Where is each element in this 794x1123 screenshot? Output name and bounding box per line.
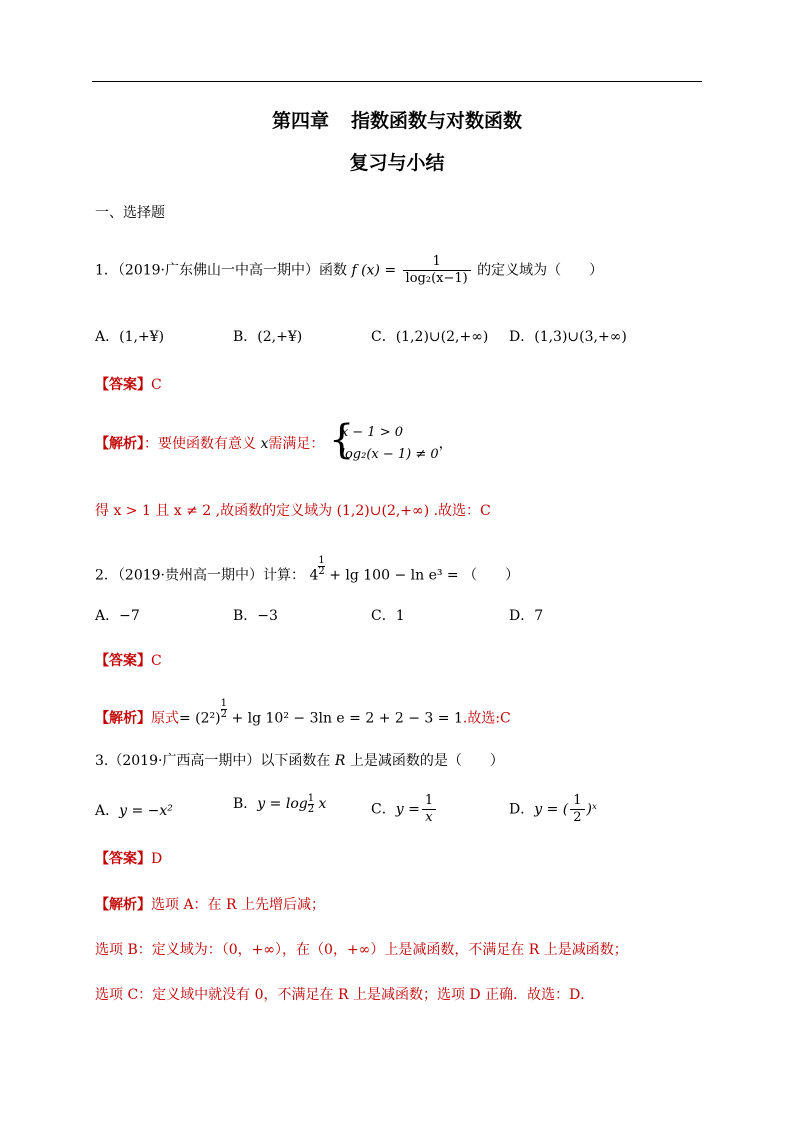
q3-option-c: C．y = $\frac{1}{x}$ (371, 793, 438, 826)
q2-analysis (95, 699, 511, 728)
q1-stem (95, 254, 603, 287)
q2-stem (95, 556, 519, 585)
q3-c-fraction: $\frac{1}{x}$ (422, 793, 436, 826)
q2-option-b: B．−3 (233, 608, 278, 624)
q3-analysis-line2: 选项 B：定义域为：（0，+∞），在（0，+∞）上是减函数，不满足在 R 上是减函数； (95, 942, 628, 958)
q2-option-c: C．1 (371, 608, 405, 624)
section-label: 一、选择题 (95, 205, 165, 221)
answer-label: 【答案】 (95, 653, 151, 669)
q1-denominator: log₂(x−1) (403, 270, 471, 287)
section-title: 复习与小结 (349, 152, 445, 174)
q2-analysis-expr-b: + lg 10² − 3ln e (231, 710, 345, 727)
q1-prefix: 1．（2019·广东佛山一中高一期中）函数 (95, 262, 347, 279)
header-rule (92, 81, 702, 82)
q3-answer (95, 848, 162, 868)
analysis-label: 【解析】 (95, 436, 144, 452)
q1-suffix: 的定义域为（ ） (477, 262, 604, 279)
chapter-subtitle: 指数函数与对数函数 (351, 110, 523, 132)
q2-suffix: （ ） (463, 567, 520, 584)
q1-answer (95, 374, 162, 394)
q3-option-d: D．y = ( $\frac{1}{2}$ )ˣ (509, 793, 597, 825)
chapter-heading (0, 106, 794, 133)
q2-analysis-prefix: 原式 (151, 710, 179, 727)
q1-system-row1: x − 1 > 0 (340, 425, 404, 440)
q1-fx: f (x) = (351, 262, 397, 279)
q3-analysis-line3: 选项 C：定义域中就没有 0，不满足在 R 上是减函数；选项 D 正确．故选：D． (95, 987, 595, 1003)
answer-label: 【答案】 (95, 377, 151, 393)
q1-analysis-prefix: ：要使函数有意义 (144, 436, 256, 452)
q2-prefix: 2．（2019·贵州高一期中）计算： (95, 567, 305, 584)
q1-conclusion: 得 x > 1 且 x ≠ 2 ,故函数的定义域为 (1,2)∪(2,+∞) .故选：C (95, 503, 491, 519)
q2-answer-value: C (151, 653, 162, 669)
q3-analysis (95, 894, 325, 914)
q3-option-a: A．y = −x² (95, 803, 173, 819)
left-brace: { (328, 417, 355, 463)
q1-option-b: B．(2,+¥) (233, 329, 303, 345)
q1-numerator: 1 (432, 254, 441, 269)
q2-answer (95, 650, 162, 670)
q3-var: R (334, 753, 346, 769)
q1-analysis-mid: 需满足： (268, 436, 325, 452)
q2-option-a: A．−7 (95, 608, 140, 624)
q3-answer-value: D (151, 851, 163, 867)
q3-b-base: $\frac{1}{2}$ (307, 792, 315, 815)
q3-d-fraction: $\frac{1}{2}$ (570, 793, 584, 826)
q1-system-row2: log₂(x − 1) ≠ 0 (340, 447, 439, 462)
q3-analysis-line1: 选项 A：在 R 上先增后减； (151, 897, 326, 913)
q1-option-d: D．(1,3)∪(3,+∞) (509, 329, 627, 345)
q2-analysis-expr-c: = 2 + 2 − 3 = 1 (349, 710, 463, 727)
q1-analysis (95, 417, 453, 466)
answer-label: 【答案】 (95, 851, 151, 867)
q2-base: 4 (309, 567, 319, 584)
q3-suffix: 上是减函数的是（ ） (349, 753, 504, 769)
q2-option-d: D．7 (509, 608, 544, 624)
q2-analysis-expr-a: = (2²) (179, 710, 221, 727)
q1-fraction (403, 254, 471, 287)
q2-analysis-end: .故选:C (462, 710, 511, 727)
q2-rest: + lg 100 − ln e³ = (329, 567, 459, 584)
q1-system-end: ， (438, 436, 453, 452)
q1-option-c: C．(1,2)∪(2,+∞) (371, 329, 489, 345)
q1-analysis-var: x (260, 436, 269, 452)
q2-exponent: $\frac{1}{2}$ (318, 555, 325, 577)
q3-stem (95, 750, 504, 770)
q3-option-b: B．y = log $\frac{1}{2}$ x (233, 792, 327, 815)
chapter-title: 第四章 (271, 110, 329, 132)
q2-analysis-exponent: $\frac{1}{2}$ (220, 698, 227, 720)
q1-system (328, 417, 439, 466)
analysis-label: 【解析】 (95, 710, 151, 727)
q1-answer-value: C (151, 377, 162, 393)
analysis-label: 【解析】 (95, 897, 151, 913)
q3-prefix: 3.（2019·广西高一期中）以下函数在 (95, 753, 331, 769)
q1-option-a: A．(1,+¥) (95, 329, 165, 345)
